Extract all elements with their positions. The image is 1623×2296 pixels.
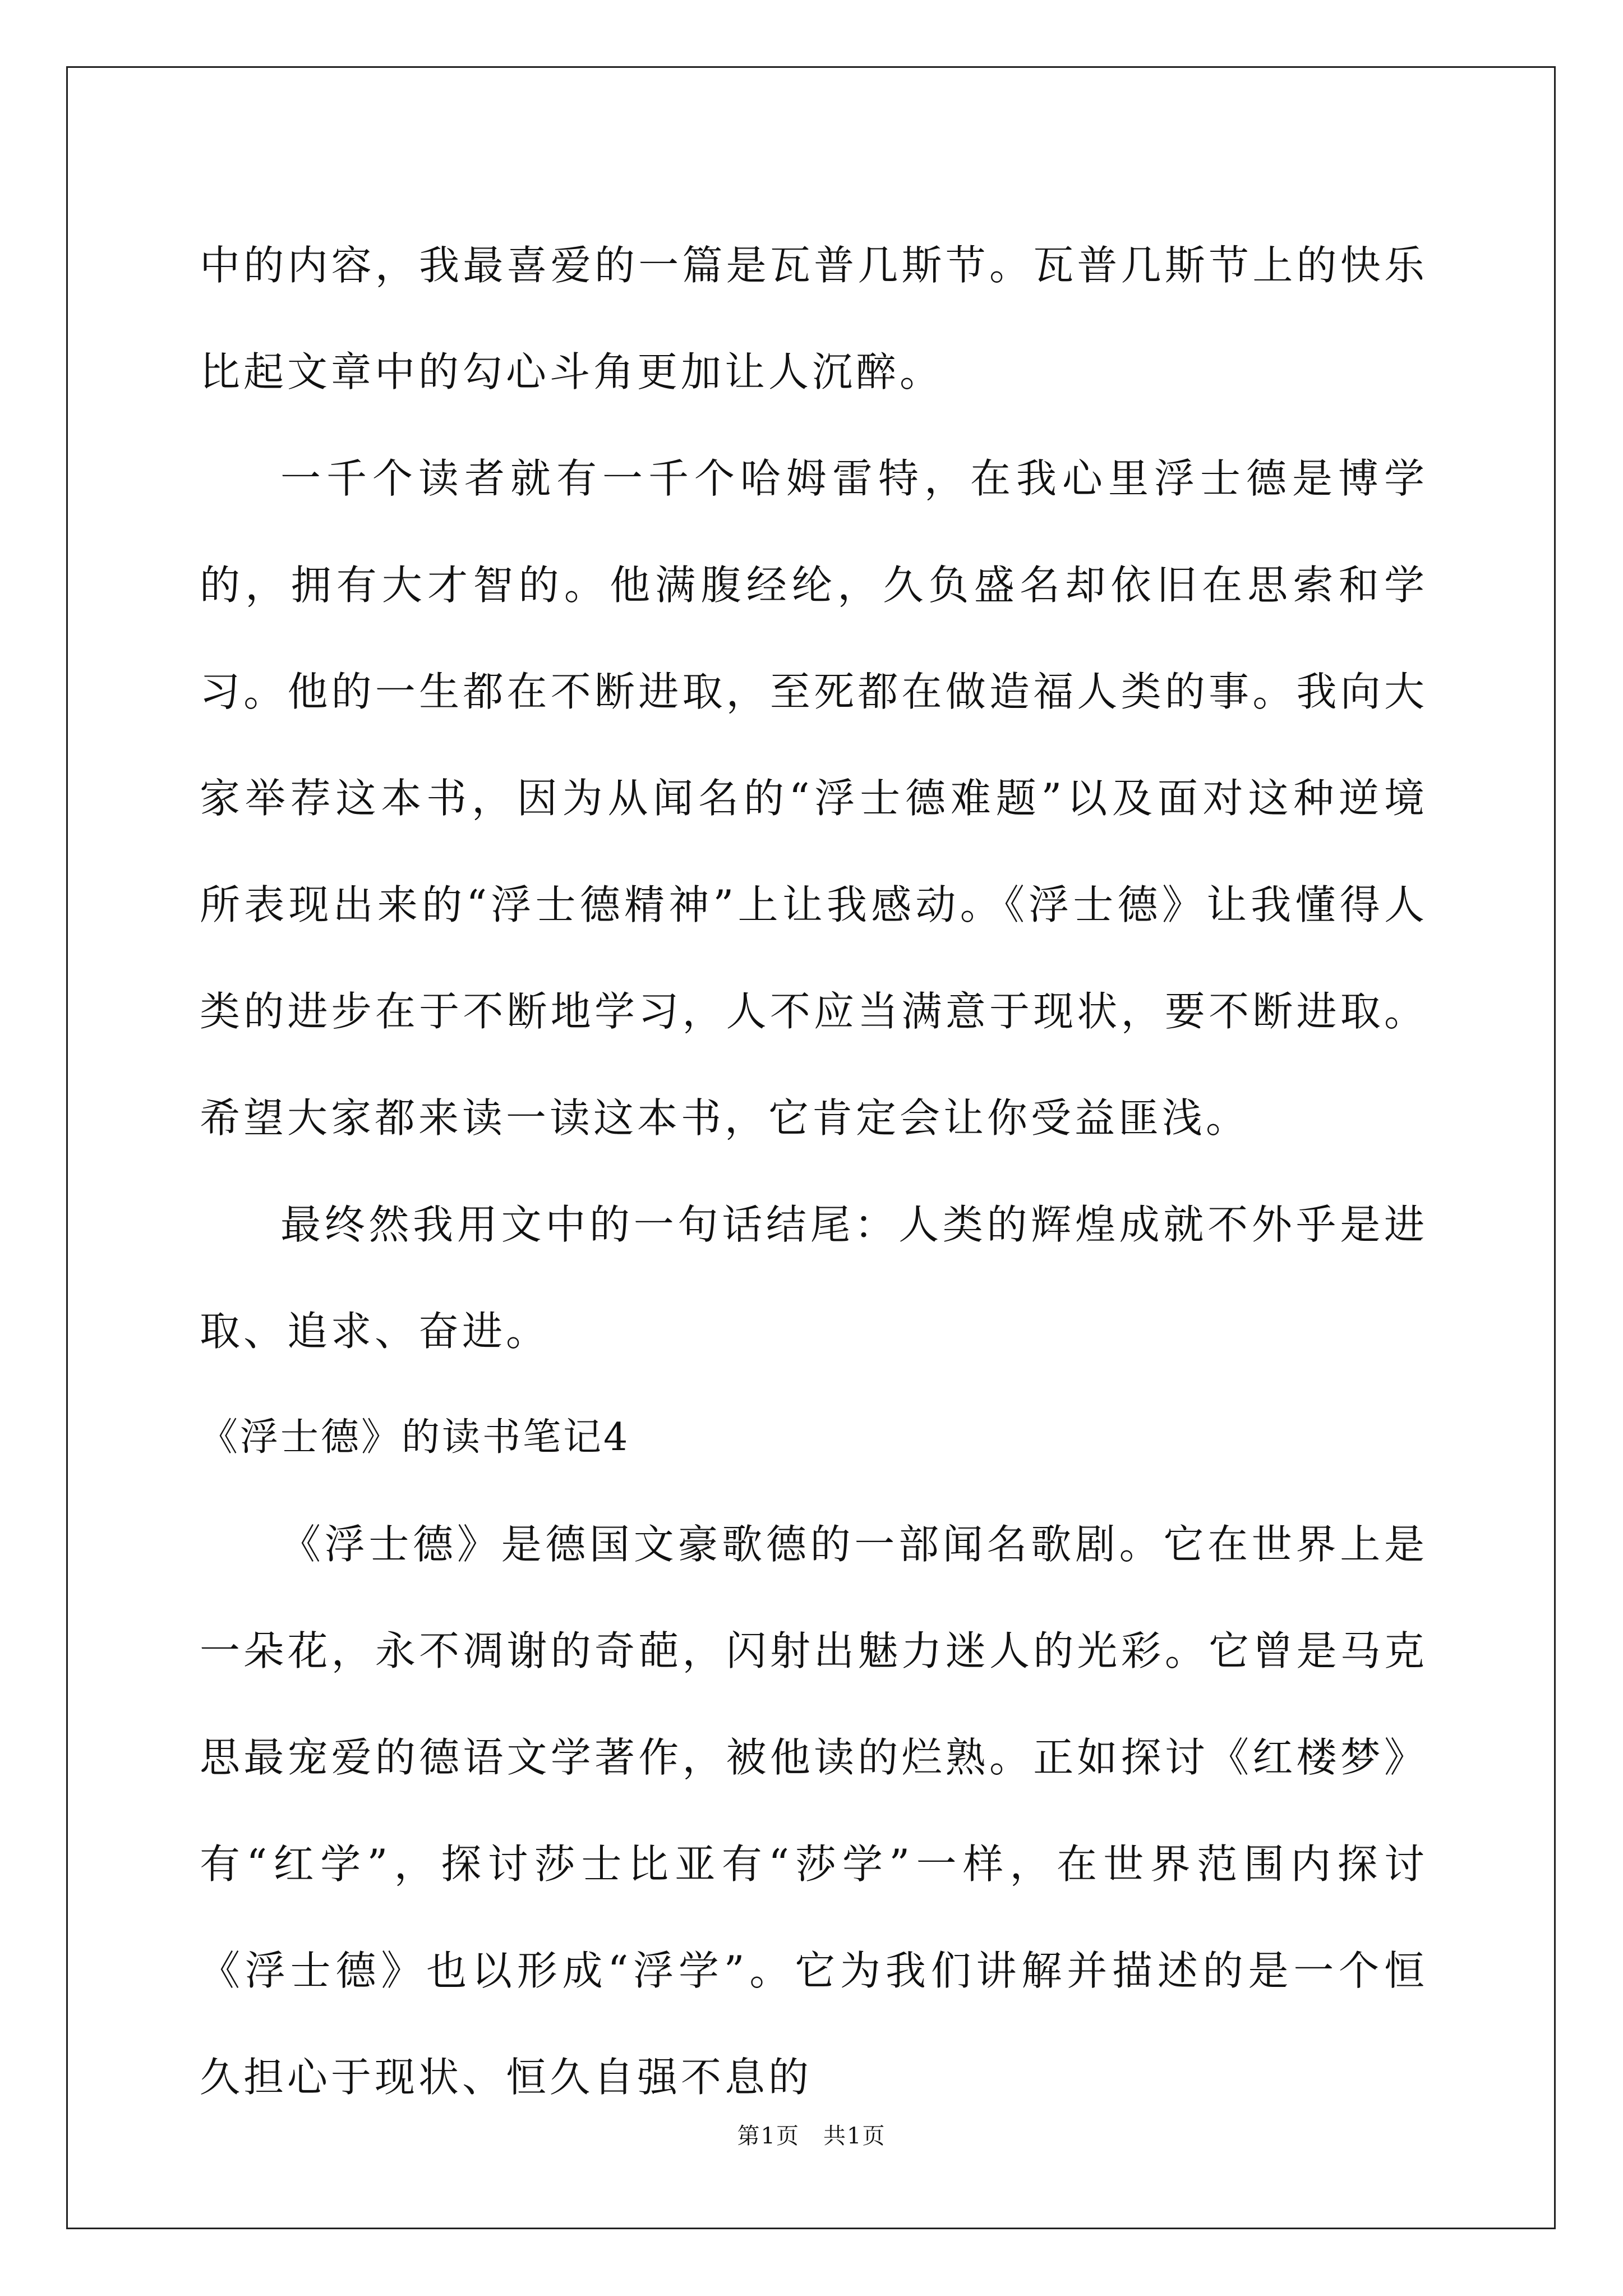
paragraph: 最终然我用文中的一句话结尾：人类的辉煌成就不外乎是进取、追求、奋进。 (200, 1201, 1428, 1355)
paragraph: 中的内容，我最喜爱的一篇是瓦普几斯节。瓦普几斯节上的快乐比起文章中的勾心斗角更加让人沉醉。 (200, 242, 1428, 395)
paragraph: 一千个读者就有一千个哈姆雷特，在我心里浮士德是博学的，拥有大才智的。他满腹经纶，久负盛名却依旧在思索和学习。他的一生都在不断进取，至死都在做造福人类的事。我向大家举荐这本书，因为从闻名的“浮士德难题”以及面对这种逆境所表现出来的“浮士德精神”上让我感动。《浮士德》让我懂得人类的进步在于不断地学习，人不应当满意于现状，要不断进取。希望大家都来读一读这本书，它肯定会让你受益匪浅。 (200, 455, 1428, 1142)
section-heading: 《浮士德》的读书笔记4 (200, 1415, 630, 1460)
page-number-footer: 第1页 共1页 (737, 2123, 886, 2149)
paragraph: 《浮士德》是德国文豪歌德的一部闻名歌剧。它在世界上是一朵花，永不凋谢的奇葩，闪射出魅力迷人的光彩。它曾是马克思最宠爱的德语文学著作，被他读的烂熟。正如探讨《红楼梦》有“红学”，探讨莎士比亚有“莎学”一样，在世界范围内探讨《浮士德》也以形成“浮学”。它为我们讲解并描述的是一个恒久担心于现状、恒久自强不息的 (200, 1521, 1428, 2101)
document-body (200, 212, 1428, 2131)
